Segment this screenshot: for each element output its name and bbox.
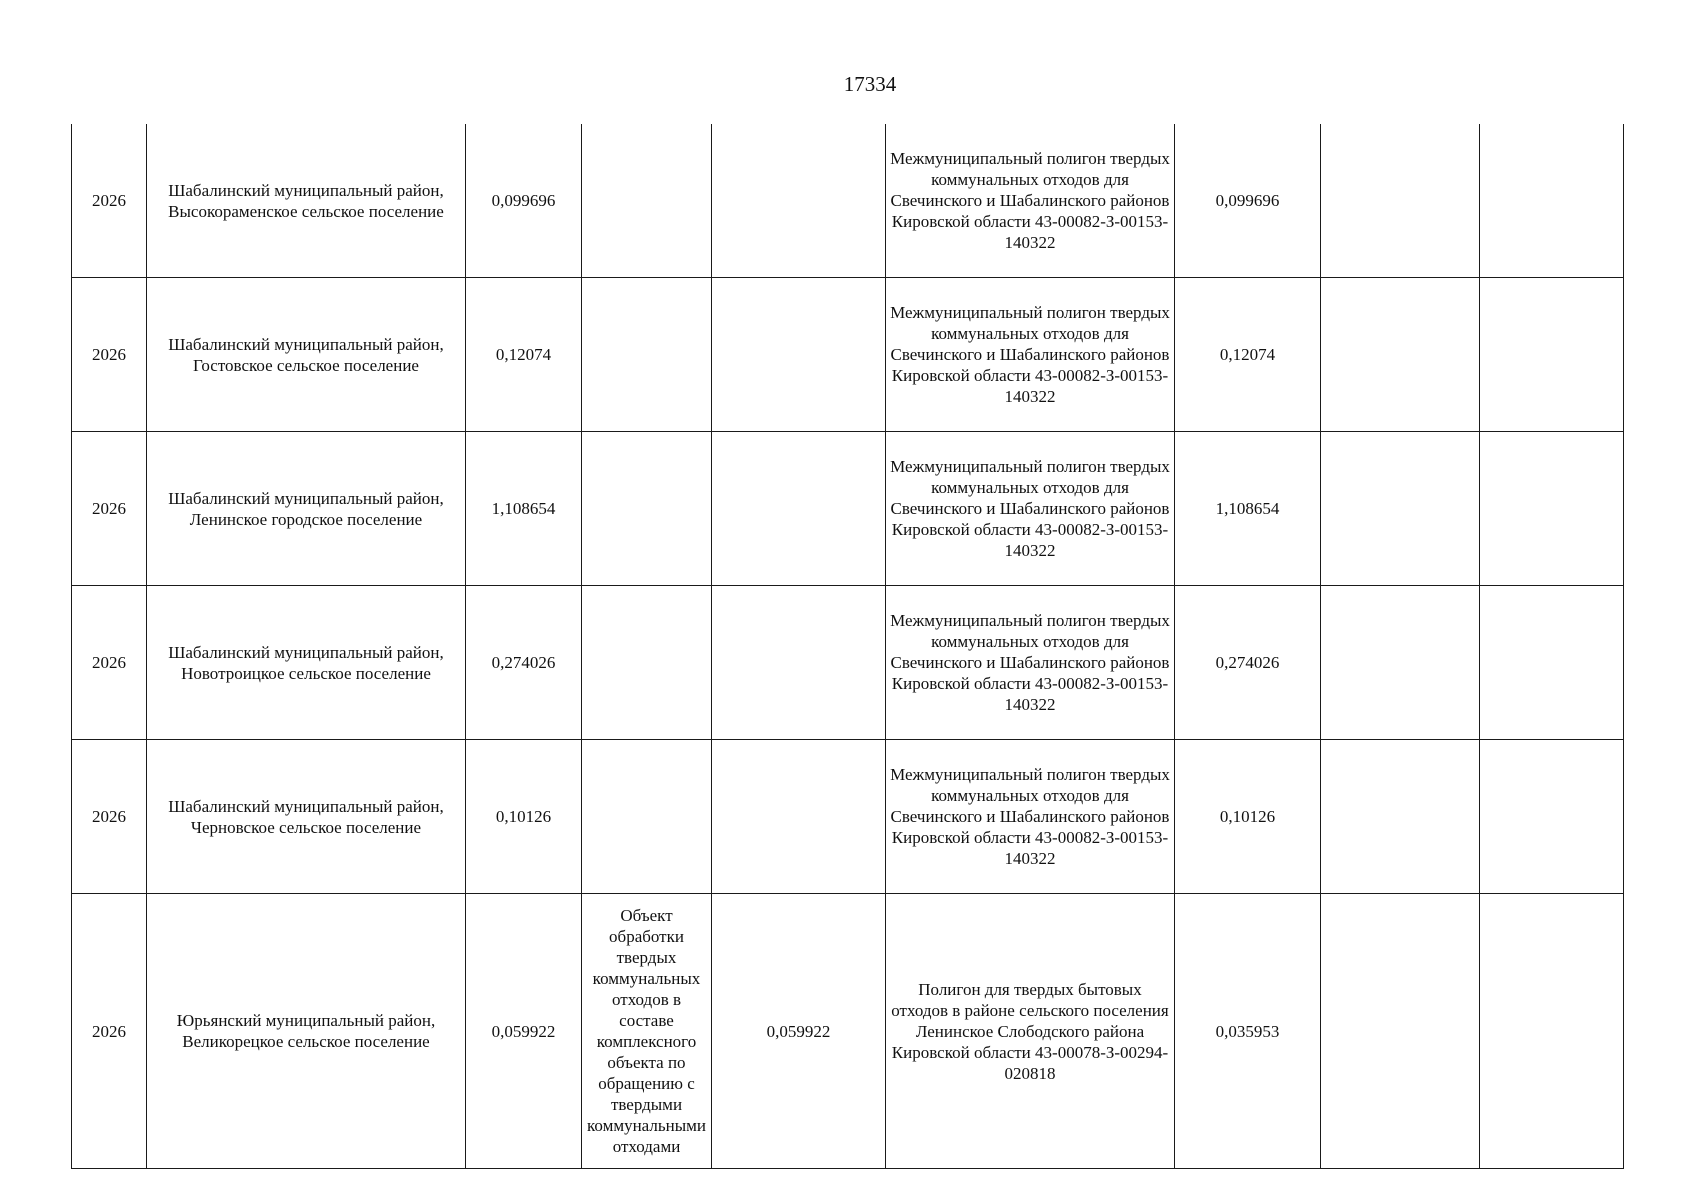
table-row — [72, 278, 1624, 432]
year-cell: 2026 — [72, 586, 147, 740]
processing-volume-cell — [712, 432, 886, 586]
disposal-site-cell: Межмуниципальный полигон твердых коммунальных отходов для Свечинского и Шабалинского районов Кировской области 43-00082-З-00153-140322 — [886, 740, 1175, 894]
municipality-cell: Шабалинский муниципальный район, Новотроицкое сельское поселение — [147, 586, 466, 740]
processing-volume-cell — [712, 740, 886, 894]
processing-volume-cell — [712, 278, 886, 432]
year-cell: 2026 — [72, 432, 147, 586]
year-cell: 2026 — [72, 278, 147, 432]
empty-cell — [1321, 278, 1480, 432]
page-number: 17334 — [843, 72, 897, 96]
table-row — [72, 432, 1624, 586]
municipality-cell: Шабалинский муниципальный район, Ленинское городское поселение — [147, 432, 466, 586]
processing-object-cell: Объект обработки твердых коммунальных отходов в составе комплексного объекта по обращению с твердыми коммунальными отходами — [582, 894, 712, 1169]
processing-volume-cell — [712, 124, 886, 278]
disposal-volume-cell: 0,12074 — [1175, 278, 1321, 432]
municipality-cell: Юрьянский муниципальный район, Великорецкое сельское поселение — [147, 894, 466, 1169]
waste-volume-cell: 0,10126 — [466, 740, 582, 894]
empty-cell — [1321, 586, 1480, 740]
disposal-volume-cell: 0,10126 — [1175, 740, 1321, 894]
disposal-site-cell: Межмуниципальный полигон твердых коммунальных отходов для Свечинского и Шабалинского районов Кировской области 43-00082-З-00153-140322 — [886, 586, 1175, 740]
processing-object-cell — [582, 278, 712, 432]
empty-cell — [1480, 894, 1624, 1169]
table-row — [72, 124, 1624, 278]
table-row — [72, 740, 1624, 894]
processing-object-cell — [582, 124, 712, 278]
municipality-cell: Шабалинский муниципальный район, Высокораменское сельское поселение — [147, 124, 466, 278]
waste-volume-cell: 0,059922 — [466, 894, 582, 1169]
disposal-site-cell: Межмуниципальный полигон твердых коммунальных отходов для Свечинского и Шабалинского районов Кировской области 43-00082-З-00153-140322 — [886, 278, 1175, 432]
table-row — [72, 586, 1624, 740]
disposal-volume-cell: 0,099696 — [1175, 124, 1321, 278]
empty-cell — [1321, 894, 1480, 1169]
waste-volume-cell: 0,099696 — [466, 124, 582, 278]
waste-volume-cell: 1,108654 — [466, 432, 582, 586]
year-cell: 2026 — [72, 740, 147, 894]
empty-cell — [1321, 432, 1480, 586]
year-cell: 2026 — [72, 124, 147, 278]
empty-cell — [1480, 740, 1624, 894]
disposal-volume-cell: 1,108654 — [1175, 432, 1321, 586]
table-row — [72, 894, 1624, 1169]
empty-cell — [1480, 278, 1624, 432]
municipality-cell: Шабалинский муниципальный район, Гостовское сельское поселение — [147, 278, 466, 432]
waste-volume-cell: 0,12074 — [466, 278, 582, 432]
processing-object-cell — [582, 432, 712, 586]
processing-object-cell — [582, 586, 712, 740]
disposal-volume-cell: 0,274026 — [1175, 586, 1321, 740]
year-cell: 2026 — [72, 894, 147, 1169]
processing-volume-cell: 0,059922 — [712, 894, 886, 1169]
waste-flow-table — [71, 124, 1624, 1169]
processing-object-cell — [582, 740, 712, 894]
empty-cell — [1480, 124, 1624, 278]
waste-volume-cell: 0,274026 — [466, 586, 582, 740]
empty-cell — [1321, 124, 1480, 278]
empty-cell — [1321, 740, 1480, 894]
empty-cell — [1480, 432, 1624, 586]
processing-volume-cell — [712, 586, 886, 740]
disposal-volume-cell: 0,035953 — [1175, 894, 1321, 1169]
disposal-site-cell: Полигон для твердых бытовых отходов в районе сельского поселения Ленинское Слободского района Кировской области 43-00078-З-00294-020818 — [886, 894, 1175, 1169]
disposal-site-cell: Межмуниципальный полигон твердых коммунальных отходов для Свечинского и Шабалинского районов Кировской области 43-00082-З-00153-140322 — [886, 432, 1175, 586]
empty-cell — [1480, 586, 1624, 740]
disposal-site-cell: Межмуниципальный полигон твердых коммунальных отходов для Свечинского и Шабалинского районов Кировской области 43-00082-З-00153-140322 — [886, 124, 1175, 278]
municipality-cell: Шабалинский муниципальный район, Черновское сельское поселение — [147, 740, 466, 894]
